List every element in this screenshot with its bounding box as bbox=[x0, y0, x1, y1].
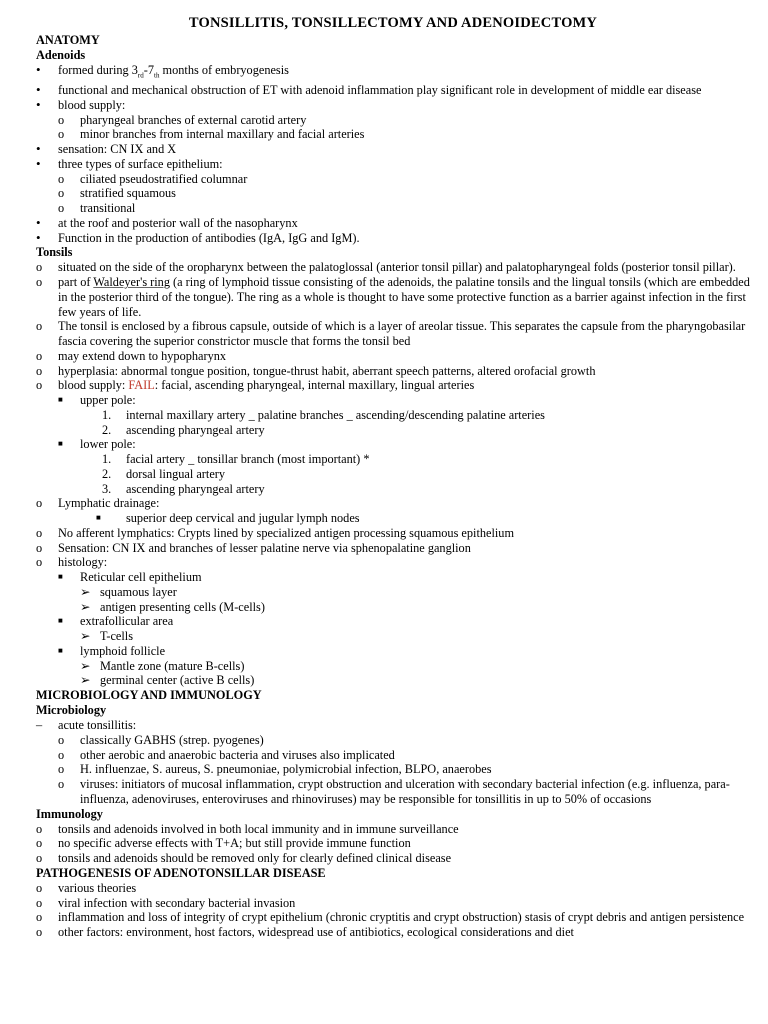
circle-marker: o bbox=[36, 378, 43, 393]
list-item bbox=[36, 836, 750, 851]
list-item bbox=[36, 113, 750, 128]
pathogenesis-list bbox=[36, 881, 750, 940]
list-item bbox=[36, 63, 750, 83]
item-text: tonsils and adenoids involved in both local immunity and in immune surveillance bbox=[58, 821, 459, 836]
item-text: other aerobic and anaerobic bacteria and viruses also implicated bbox=[80, 747, 395, 762]
list-item bbox=[36, 186, 750, 201]
list-item bbox=[36, 319, 750, 349]
bullet-marker: • bbox=[36, 155, 41, 171]
item-text: lower pole: bbox=[80, 437, 136, 452]
circle-marker: o bbox=[36, 821, 43, 836]
list-item bbox=[36, 541, 750, 556]
list-item bbox=[36, 98, 750, 113]
arrow-marker: ➢ bbox=[80, 673, 91, 688]
list-item bbox=[36, 881, 750, 896]
item-text: formed during 3 bbox=[58, 63, 138, 77]
bullet-marker: • bbox=[36, 82, 41, 98]
square-marker: ■ bbox=[58, 439, 63, 449]
subheading-adenoids: Adenoids bbox=[36, 48, 86, 62]
circle-marker: o bbox=[58, 732, 65, 747]
item-text: ciliated pseudostratified columnar bbox=[80, 171, 248, 186]
item-text: inflammation and loss of integrity of crypt epithelium (chronic cryptitis and crypt obstruction) stasis of crypt debris and antigen persistence bbox=[58, 910, 745, 925]
list-item bbox=[36, 614, 750, 629]
bullet-marker: • bbox=[36, 214, 41, 230]
immunology-list bbox=[36, 822, 750, 866]
circle-marker: o bbox=[58, 112, 65, 127]
list-item bbox=[36, 260, 750, 275]
subheading-microbiology: Microbiology bbox=[36, 703, 107, 718]
list-item bbox=[36, 896, 750, 911]
item-text: classically GABHS (strep. pyogenes) bbox=[80, 732, 264, 747]
circle-marker: o bbox=[58, 762, 65, 777]
item-text: viral infection with secondary bacterial invasion bbox=[58, 895, 296, 910]
item-text: -7 bbox=[143, 63, 155, 77]
circle-marker: o bbox=[36, 275, 43, 290]
item-text: ascending pharyngeal artery bbox=[126, 481, 265, 496]
list-item bbox=[36, 748, 750, 763]
list-item bbox=[36, 511, 750, 526]
list-item bbox=[36, 673, 750, 688]
arrow-marker: ➢ bbox=[80, 599, 91, 614]
circle-marker: o bbox=[36, 319, 43, 334]
fail-mnemonic: FAIL bbox=[128, 378, 155, 393]
item-text: blood supply: bbox=[58, 378, 129, 393]
item-text: may extend down to hypopharynx bbox=[58, 348, 227, 363]
item-text: Lymphatic drainage: bbox=[58, 496, 160, 511]
bullet-marker: • bbox=[36, 229, 41, 245]
list-item bbox=[36, 659, 750, 674]
section-heading-anatomy: ANATOMY bbox=[36, 33, 100, 47]
arrow-marker: ➢ bbox=[80, 658, 91, 673]
item-text: antigen presenting cells (M-cells) bbox=[100, 599, 265, 614]
list-item bbox=[36, 925, 750, 940]
circle-marker: o bbox=[36, 851, 43, 866]
circle-marker: o bbox=[36, 348, 43, 363]
arrow-marker: ➢ bbox=[80, 629, 91, 644]
item-text: histology: bbox=[58, 555, 108, 570]
list-item bbox=[36, 733, 750, 748]
item-text: germinal center (active B cells) bbox=[100, 673, 255, 688]
item-text: acute tonsillitis: bbox=[58, 718, 137, 733]
item-text: squamous layer bbox=[100, 584, 177, 599]
item-text: part of bbox=[58, 275, 94, 290]
item-text: : facial, ascending pharyngeal, internal maxillary, lingual arteries bbox=[154, 378, 475, 393]
item-text: various theories bbox=[58, 880, 137, 895]
list-item bbox=[36, 777, 750, 807]
item-text: hyperplasia: abnormal tongue position, tongue-thrust habit, aberrant speech patterns, altered orofacial growth bbox=[58, 363, 596, 378]
square-marker: ■ bbox=[58, 572, 63, 582]
document-title: TONSILLITIS, TONSILLECTOMY AND ADENOIDECTOMY bbox=[188, 15, 598, 31]
item-text: dorsal lingual artery bbox=[126, 466, 226, 481]
list-item bbox=[36, 910, 750, 925]
bullet-marker: • bbox=[36, 96, 41, 112]
subheading-tonsils: Tonsils bbox=[36, 245, 73, 260]
circle-marker: o bbox=[36, 880, 43, 895]
circle-marker: o bbox=[36, 895, 43, 910]
arrow-marker: ➢ bbox=[80, 584, 91, 599]
item-text: facial artery _ tonsillar branch (most important) * bbox=[126, 452, 370, 467]
item-text: internal maxillary artery _ palatine branches _ ascending/descending palatine arteries bbox=[126, 407, 545, 422]
list-item bbox=[36, 644, 750, 659]
list-item bbox=[36, 762, 750, 777]
list-item bbox=[36, 83, 750, 98]
item-text: viruses: initiators of mucosal inflammation, crypt obstruction and ulceration with secondary bacterial infection (e.g. influenza, para-influenza, adenoviruses, enteroviruses and rhinoviruses) may be responsible for tonsillitis in up to 50% of occasions bbox=[80, 777, 730, 806]
waldeyer-ring-link[interactable]: Waldeyer's ring bbox=[93, 275, 170, 290]
item-text: months of embryogenesis bbox=[159, 63, 289, 77]
list-item bbox=[36, 393, 750, 408]
circle-marker: o bbox=[36, 525, 43, 540]
ordinal-suffix: rd bbox=[137, 71, 144, 80]
list-item bbox=[36, 423, 750, 438]
circle-marker: o bbox=[36, 540, 43, 555]
list-item bbox=[36, 349, 750, 364]
item-text: Function in the production of antibodies (IgA, IgG and IgM). bbox=[58, 230, 360, 245]
item-text: ascending pharyngeal artery bbox=[126, 422, 265, 437]
list-item bbox=[36, 437, 750, 452]
item-text: no specific adverse effects with T+A; but still provide immune function bbox=[58, 836, 411, 851]
item-text: situated on the side of the oropharynx between the palatoglossal (anterior tonsil pillar) and palatopharyngeal folds (posterior tonsil pillar). bbox=[58, 260, 736, 275]
list-item bbox=[36, 851, 750, 866]
item-text: at the roof and posterior wall of the nasopharynx bbox=[58, 215, 298, 230]
item-text: Reticular cell epithelium bbox=[80, 570, 202, 585]
circle-marker: o bbox=[58, 127, 65, 142]
item-text: lymphoid follicle bbox=[80, 643, 166, 658]
section-heading-pathogenesis: PATHOGENESIS OF ADENOTONSILLAR DISEASE bbox=[36, 865, 326, 880]
circle-marker: o bbox=[36, 260, 43, 275]
item-text: (a ring of lymphoid tissue consisting of the adenoids, the palatine tonsils and the lingual tonsils (which are embedded in the posterior third of the tongue). The ring as a whole is thought to have some protective function as a barrier against infection in the first few years of life. bbox=[58, 275, 750, 319]
circle-marker: o bbox=[36, 836, 43, 851]
circle-marker: o bbox=[36, 925, 43, 940]
item-text: stratified squamous bbox=[80, 186, 176, 201]
list-item bbox=[36, 496, 750, 511]
square-marker: ■ bbox=[58, 645, 63, 655]
item-text: functional and mechanical obstruction of ET with adenoid inflammation play significant role in development of middle ear disease bbox=[58, 83, 702, 98]
item-text: The tonsil is enclosed by a fibrous capsule, outside of which is a layer of areolar tissue. This separates the capsule from the pharyngobasilar fascia covering the superior constrictor muscle that forms the tonsil bed bbox=[58, 319, 746, 349]
number-marker: 3. bbox=[102, 481, 112, 496]
square-marker: ■ bbox=[96, 513, 101, 523]
item-text: T-cells bbox=[100, 629, 134, 644]
item-text: three types of surface epithelium: bbox=[58, 156, 223, 171]
item-text: superior deep cervical and jugular lymph nodes bbox=[126, 511, 360, 526]
list-item bbox=[36, 216, 750, 231]
item-text: Mantle zone (mature B-cells) bbox=[100, 658, 245, 673]
item-text: transitional bbox=[80, 201, 136, 216]
item-text: extrafollicular area bbox=[80, 614, 174, 629]
list-item bbox=[36, 718, 750, 733]
item-text: other factors: environment, host factors, widespread use of antibiotics, ecological considerations and diet bbox=[58, 925, 574, 940]
number-marker: 2. bbox=[102, 422, 112, 437]
list-item bbox=[36, 570, 750, 585]
item-text: Sensation: CN IX and branches of lesser palatine nerve via sphenopalatine ganglion bbox=[58, 540, 471, 555]
circle-marker: o bbox=[58, 186, 65, 201]
number-marker: 2. bbox=[102, 466, 112, 481]
list-item bbox=[36, 585, 750, 600]
item-text: upper pole: bbox=[80, 393, 136, 408]
bullet-marker: • bbox=[36, 62, 41, 77]
circle-marker: o bbox=[36, 910, 43, 925]
circle-marker: o bbox=[58, 201, 65, 216]
list-item bbox=[36, 127, 750, 142]
list-item bbox=[36, 378, 750, 393]
list-item bbox=[36, 555, 750, 570]
section-heading-microbiology-immunology: MICROBIOLOGY AND IMMUNOLOGY bbox=[36, 688, 262, 703]
list-item bbox=[36, 600, 750, 615]
list-item bbox=[36, 201, 750, 216]
circle-marker: o bbox=[58, 777, 65, 792]
item-text: tonsils and adenoids should be removed only for clearly defined clinical disease bbox=[58, 851, 452, 866]
list-item bbox=[36, 822, 750, 837]
item-text: blood supply: bbox=[58, 97, 126, 112]
item-text: H. influenzae, S. aureus, S. pneumoniae, polymicrobial infection, BLPO, anaerobes bbox=[80, 762, 492, 777]
list-item bbox=[36, 629, 750, 644]
number-marker: 1. bbox=[102, 407, 112, 422]
circle-marker: o bbox=[36, 555, 43, 570]
dash-marker: – bbox=[36, 718, 43, 733]
microbiology-list bbox=[36, 718, 750, 807]
bullet-marker: • bbox=[36, 141, 41, 157]
ordinal-suffix: th bbox=[154, 71, 160, 80]
square-marker: ■ bbox=[58, 395, 63, 405]
tonsils-list bbox=[36, 260, 750, 688]
list-item bbox=[36, 157, 750, 172]
circle-marker: o bbox=[36, 496, 43, 511]
item-text: minor branches from internal maxillary and facial arteries bbox=[80, 127, 365, 142]
adenoids-list bbox=[36, 63, 750, 245]
circle-marker: o bbox=[58, 747, 65, 762]
circle-marker: o bbox=[58, 171, 65, 186]
square-marker: ■ bbox=[58, 616, 63, 626]
list-item bbox=[36, 408, 750, 423]
item-text: No afferent lymphatics: Crypts lined by specialized antigen processing squamous epithelium bbox=[58, 525, 515, 540]
list-item bbox=[36, 142, 750, 157]
list-item bbox=[36, 172, 750, 187]
item-text: sensation: CN IX and X bbox=[58, 142, 177, 157]
subheading-immunology: Immunology bbox=[36, 806, 103, 821]
list-item bbox=[36, 526, 750, 541]
circle-marker: o bbox=[36, 363, 43, 378]
list-item bbox=[36, 452, 750, 467]
list-item bbox=[36, 275, 750, 319]
number-marker: 1. bbox=[102, 452, 112, 467]
item-text: pharyngeal branches of external carotid artery bbox=[80, 112, 307, 127]
list-item bbox=[36, 467, 750, 482]
list-item bbox=[36, 482, 750, 497]
list-item bbox=[36, 364, 750, 379]
list-item bbox=[36, 231, 750, 246]
